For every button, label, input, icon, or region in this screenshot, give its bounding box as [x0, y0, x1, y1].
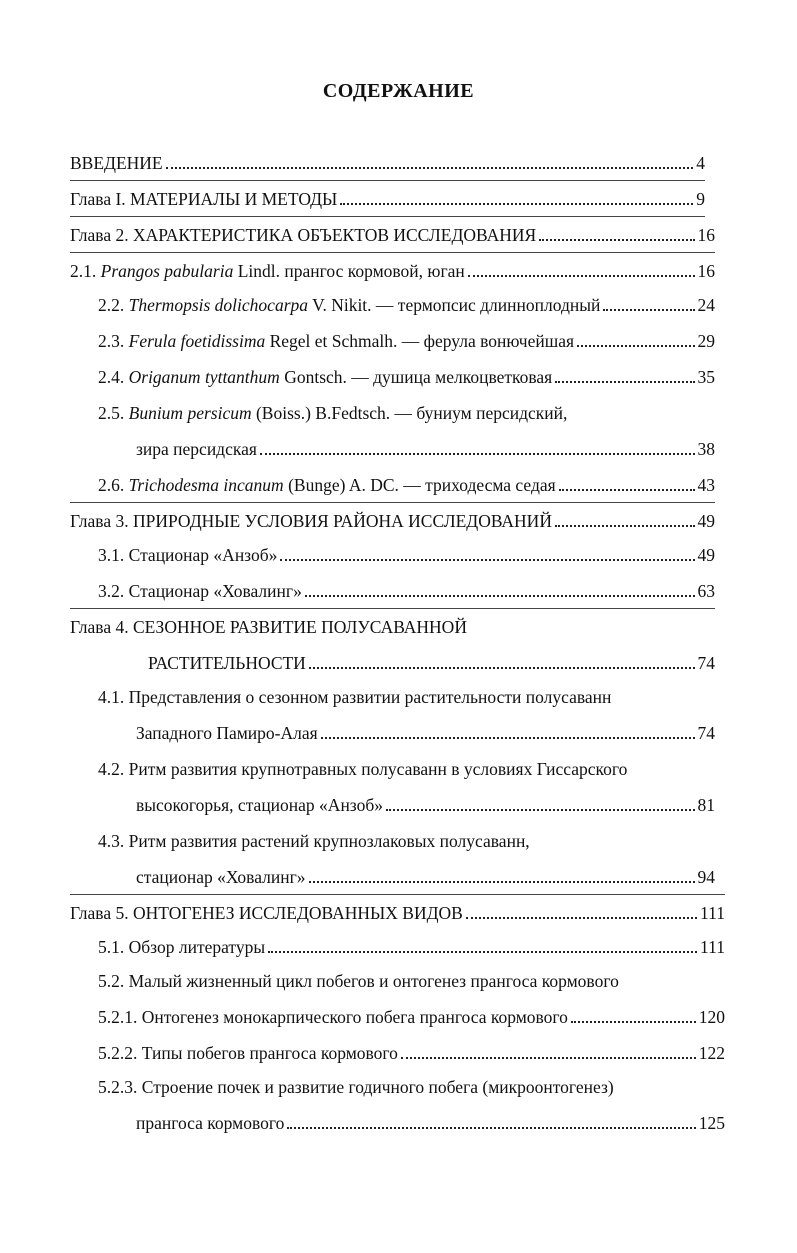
- toc-entry-title: ВВЕДЕНИЕ: [70, 153, 163, 173]
- toc-entry-2-1: [70, 260, 715, 282]
- dot-leader: [321, 736, 695, 739]
- toc-entry-title: V. Nikit. — термопсис длинноплодный: [312, 295, 601, 315]
- toc-entry-4-1: 4.1. Представления о сезонном развитии растительности полусаванн: [98, 687, 612, 707]
- divider: [70, 894, 725, 895]
- toc-entry-title: стационар «Ховалинг»: [136, 867, 306, 887]
- toc-entry-title: Глава 2. ХАРАКТЕРИСТИКА ОБЪЕКТОВ ИССЛЕДОВАНИЯ: [70, 225, 537, 245]
- toc-page-number: 111: [700, 903, 725, 923]
- dot-leader: [555, 380, 694, 383]
- toc-entry-number: 2.5.: [98, 403, 125, 423]
- toc-entry-title: Западного Памиро-Алая: [136, 723, 318, 743]
- toc-page-number: 38: [697, 439, 715, 459]
- toc-entry-4-3-continuation: [136, 866, 715, 888]
- toc-entry-number: 2.2.: [98, 295, 125, 315]
- toc-entry-title: 5.2.2. Типы побегов прангоса кормового: [98, 1043, 398, 1063]
- toc-entry-chapter-5: [70, 902, 725, 924]
- toc-entry-2-5: [98, 402, 567, 424]
- toc-entry-title: Lindl. прангос кормовой, юган: [237, 261, 465, 281]
- toc-page-number: 4: [696, 153, 705, 173]
- divider: [70, 216, 705, 217]
- toc-entry-chapter-3: [70, 510, 715, 532]
- toc-entry-title: Глава 5. ОНТОГЕНЕЗ ИССЛЕДОВАННЫХ ВИДОВ: [70, 903, 463, 923]
- dot-leader: [401, 1056, 696, 1059]
- toc-page-number: 43: [697, 475, 715, 495]
- toc-entry-number: 2.6.: [98, 475, 125, 495]
- dot-leader: [268, 950, 697, 953]
- dot-leader: [571, 1020, 696, 1023]
- dot-leader: [386, 808, 694, 811]
- toc-entry-title: Gontsch. — душица мелкоцветковая: [284, 367, 553, 387]
- toc-page-number: 125: [698, 1113, 725, 1133]
- toc-entry-title: РАСТИТЕЛЬНОСТИ: [148, 653, 306, 673]
- toc-entry-3-2: [98, 580, 715, 602]
- divider: [70, 252, 715, 253]
- dot-leader: [287, 1126, 695, 1129]
- toc-entry-number: 2.4.: [98, 367, 125, 387]
- toc-entry-title: (Boiss.) B.Fedtsch. — буниум персидский,: [255, 403, 568, 423]
- toc-entry-5-1: [98, 936, 725, 958]
- toc-entry-introduction: [70, 152, 705, 174]
- toc-entry-5-2-3-continuation: [136, 1112, 725, 1134]
- toc-page-number: 74: [697, 723, 715, 743]
- toc-page-number: 16: [697, 261, 715, 281]
- toc-page-number: 63: [697, 581, 715, 601]
- toc-page-number: 81: [697, 795, 715, 815]
- divider: [70, 608, 715, 609]
- toc-page-number: 35: [697, 367, 715, 387]
- toc-entry-4-2-continuation: [136, 794, 715, 816]
- toc-entry-title: зира персидская: [136, 439, 257, 459]
- toc-entry-title: 5.1. Обзор литературы: [98, 937, 266, 957]
- dot-leader: [559, 488, 695, 491]
- dot-leader: [340, 202, 693, 205]
- dot-leader: [305, 594, 695, 597]
- toc-entry-title: Глава I. МАТЕРИАЛЫ И МЕТОДЫ: [70, 189, 338, 209]
- toc-page-number: 111: [700, 937, 725, 957]
- toc-entry-2-6: [98, 474, 715, 496]
- species-name: Thermopsis dolichocarpa: [128, 295, 308, 315]
- toc-page-number: 24: [697, 295, 715, 315]
- toc-entry-number: 2.3.: [98, 331, 125, 351]
- dot-leader: [260, 452, 695, 455]
- divider: [70, 502, 715, 503]
- dot-leader: [539, 238, 694, 241]
- toc-page-number: 16: [697, 225, 715, 245]
- dot-leader: [603, 308, 694, 311]
- toc-entry-chapter-1: [70, 188, 705, 210]
- dot-leader: [309, 666, 695, 669]
- toc-entry-title: (Bunge) A. DC. — триходесма седая: [288, 475, 556, 495]
- page-title: СОДЕРЖАНИЕ: [322, 80, 475, 102]
- species-name: Ferula foetidissima: [128, 331, 266, 351]
- toc-page-number: 49: [697, 511, 715, 531]
- toc-entry-3-1: [98, 544, 715, 566]
- toc-entry-2-5-continuation: [136, 438, 715, 460]
- toc-entry-2-4: [98, 366, 715, 388]
- toc-entry-number: 2.1.: [70, 261, 97, 281]
- toc-entry-title: прангоса кормового: [136, 1113, 285, 1133]
- toc-entry-title: Глава 3. ПРИРОДНЫЕ УСЛОВИЯ РАЙОНА ИССЛЕДОВАНИЙ: [70, 511, 552, 531]
- toc-page-number: 49: [697, 545, 715, 565]
- dot-leader: [468, 274, 695, 277]
- toc-entry-4-3: 4.3. Ритм развития растений крупнозлаковых полусаванн,: [98, 831, 530, 851]
- toc-entry-5-2-1: [98, 1006, 725, 1028]
- toc-page-number: 74: [697, 653, 715, 673]
- toc-page-number: 122: [698, 1043, 725, 1063]
- toc-entry-2-2: [98, 294, 715, 316]
- toc-page-number: 9: [696, 189, 705, 209]
- toc-entry-4-1-continuation: [136, 722, 715, 744]
- toc-page-number: 29: [697, 331, 715, 351]
- toc-entry-chapter-4: Глава 4. СЕЗОННОЕ РАЗВИТИЕ ПОЛУСАВАННОЙ: [70, 617, 467, 637]
- dot-leader: [166, 166, 694, 169]
- toc-entry-title: 5.2.1. Онтогенез монокарпического побега прангоса кормового: [98, 1007, 568, 1027]
- toc-entry-chapter-2: [70, 224, 715, 246]
- dot-leader: [466, 916, 697, 919]
- toc-page-number: 120: [698, 1007, 725, 1027]
- toc-entry-5-2-2: [98, 1042, 725, 1064]
- species-name: Prangos pabularia: [100, 261, 234, 281]
- toc-entry-title: 3.1. Стационар «Анзоб»: [98, 545, 278, 565]
- toc-entry-chapter-4-continuation: [148, 652, 715, 674]
- species-name: Origanum tyttanthum: [128, 367, 280, 387]
- dot-leader: [309, 880, 695, 883]
- dot-leader: [577, 344, 694, 347]
- dot-leader: [555, 524, 695, 527]
- toc-entry-title: Regel et Schmalh. — ферула вонючейшая: [269, 331, 575, 351]
- toc-entry-title: 3.2. Стационар «Ховалинг»: [98, 581, 302, 601]
- divider: [70, 180, 705, 181]
- toc-page-number: 94: [697, 867, 715, 887]
- species-name: Trichodesma incanum: [128, 475, 284, 495]
- toc-entry-5-2: 5.2. Малый жизненный цикл побегов и онтогенез прангоса кормового: [98, 971, 619, 991]
- dot-leader: [280, 558, 694, 561]
- toc-entry-2-3: [98, 330, 715, 352]
- species-name: Bunium persicum: [128, 403, 252, 423]
- toc-entry-4-2: 4.2. Ритм развития крупнотравных полусаванн в условиях Гиссарского: [98, 759, 628, 779]
- toc-entry-title: высокогорья, стационар «Анзоб»: [136, 795, 384, 815]
- toc-entry-5-2-3: 5.2.3. Строение почек и развитие годичного побега (микроонтогенез): [98, 1077, 614, 1097]
